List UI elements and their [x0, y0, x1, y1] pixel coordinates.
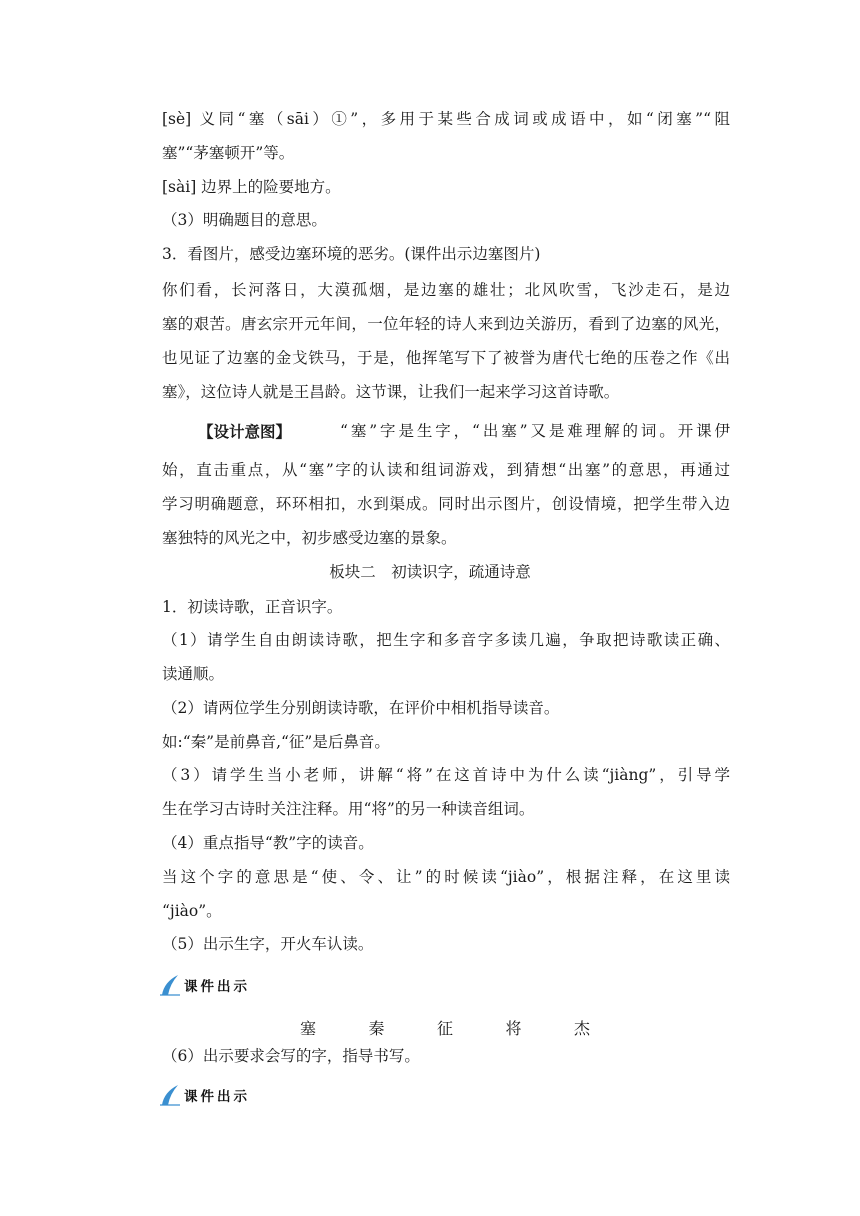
text-line: 生在学习古诗时关注注释。用“将”的另一种读音组词。 — [162, 800, 535, 818]
text-line: [sài] 边界上的险要地方。 — [162, 178, 341, 196]
text-line: 也见证了边塞的金戈铁马，于是，他挥笔写下了被誉为唐代七绝的压卷之作《出 — [162, 349, 730, 367]
text-line: “塞”字是生字，“出塞”又是难理解的词。开课伊 — [340, 422, 730, 440]
text-line: [sè] 义同“塞（sāi）①”，多用于某些合成词或成语中，如“闭塞”“阻 — [162, 110, 730, 128]
character: 秦 — [368, 1019, 385, 1038]
text-line: 塞独特的风光之中，初步感受边塞的景象。 — [162, 529, 457, 547]
design-intent-label: 【设计意图】 — [198, 422, 292, 441]
text-line: 3．看图片，感受边塞环境的恶劣。(课件出示边塞图片) — [162, 245, 541, 263]
courseware-tag — [160, 1084, 250, 1106]
text-line: （3）请学生当小老师，讲解“将”在这首诗中为什么读“jiàng”，引导学 — [162, 766, 730, 784]
text-line: 1．初读诗歌，正音识字。 — [162, 598, 343, 616]
text-line: （3）明确题目的意思。 — [162, 211, 327, 229]
character: 征 — [436, 1019, 453, 1038]
section-title: 板块二 初读识字，疏通诗意 — [329, 563, 531, 581]
courseware-icon — [160, 1084, 180, 1106]
text-line: （2）请两位学生分别朗读诗歌，在评价中相机指导读音。 — [162, 699, 560, 717]
text-line: 当这个字的意思是“使、令、让”的时候读“jiào”，根据注释，在这里读 — [162, 868, 730, 886]
courseware-icon — [160, 974, 180, 996]
text-line: （5）出示生字，开火车认读。 — [162, 935, 374, 953]
text-line: （1）请学生自由朗读诗歌，把生字和多音字多读几遍，争取把诗歌读正确、 — [162, 631, 730, 649]
character: 将 — [505, 1019, 522, 1038]
text-line: “jiào”。 — [162, 902, 222, 920]
text-line: （4）重点指导“教”字的读音。 — [162, 834, 374, 852]
courseware-tag — [160, 974, 250, 996]
character: 塞 — [300, 1019, 317, 1038]
courseware-label: 课件出示 — [184, 979, 250, 995]
text-line: 你们看，长河落日，大漠孤烟，是边塞的雄壮；北风吹雪，飞沙走石，是边 — [162, 281, 730, 299]
text-line: 塞”“茅塞顿开”等。 — [162, 144, 295, 162]
text-line: 读通顺。 — [162, 665, 225, 683]
courseware-label: 课件出示 — [184, 1089, 250, 1105]
text-line: （6）出示要求会写的字，指导书写。 — [162, 1047, 420, 1065]
text-line: 如:“秦”是前鼻音,“征”是后鼻音。 — [162, 733, 390, 751]
character: 杰 — [573, 1019, 590, 1038]
text-line: 始，直击重点，从“塞”字的认读和组词游戏，到猜想“出塞”的意思，再通过 — [162, 461, 730, 479]
text-line: 学习明确题意，环环相扣，水到渠成。同时出示图片，创设情境，把学生带入边 — [162, 495, 730, 513]
new-characters-row — [300, 1016, 590, 1039]
text-line: 塞》，这位诗人就是王昌龄。这节课，让我们一起来学习这首诗歌。 — [162, 383, 620, 401]
text-line: 塞的艰苦。唐玄宗开元年间，一位年轻的诗人来到边关游历，看到了边塞的风光， — [162, 315, 730, 333]
